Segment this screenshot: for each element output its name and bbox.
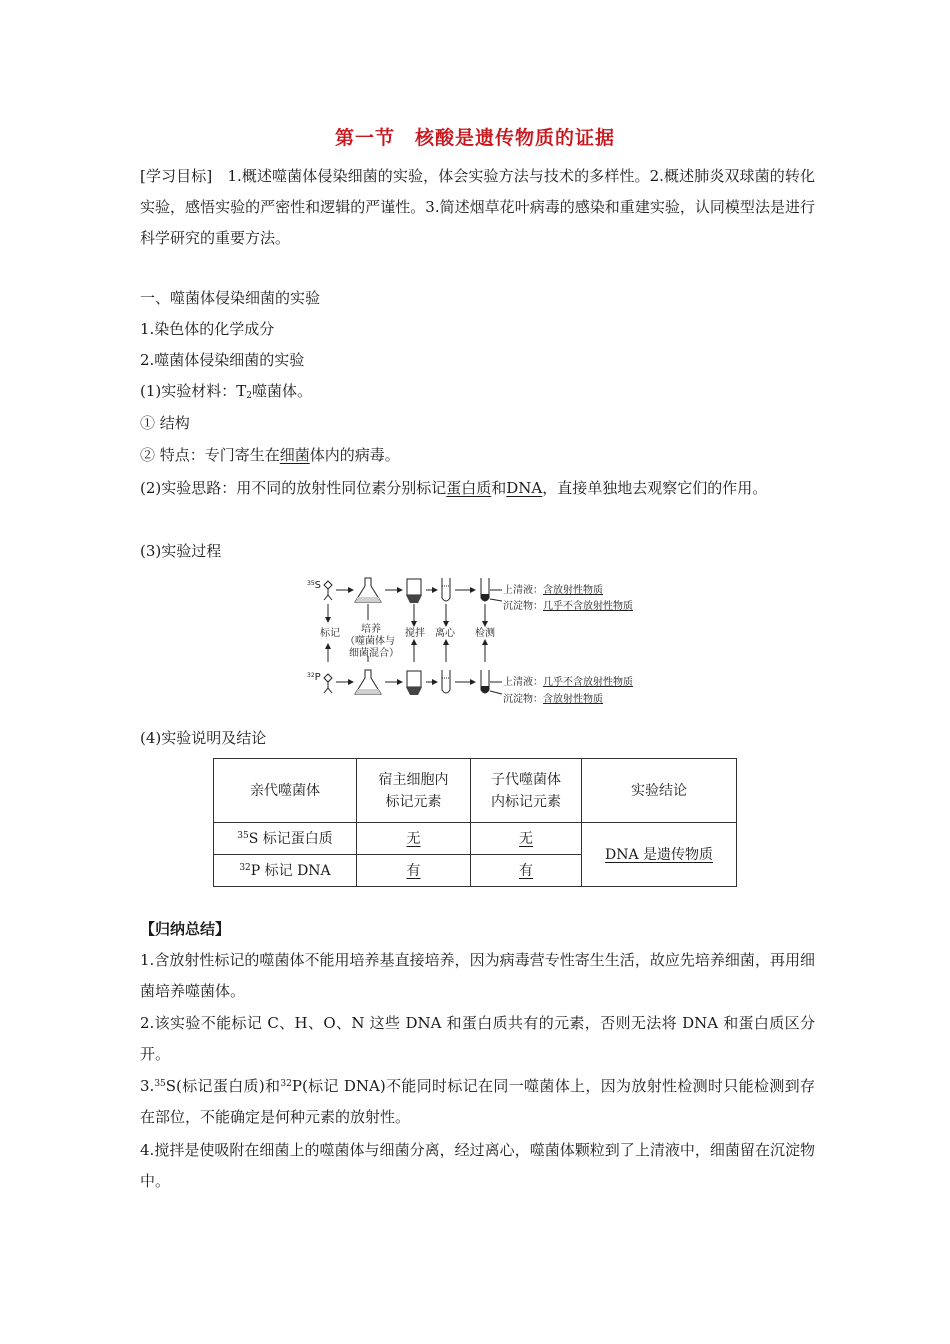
s35-host-value: 无 [406, 830, 421, 847]
summary-heading: 【归纳总结】 [140, 920, 231, 938]
p32-offspring-value: 有 [519, 862, 533, 879]
label-mix-1: （噬菌体与 [345, 636, 395, 647]
feature-text: ② 特点：专门寄生在 [140, 446, 280, 464]
table-header-row [214, 759, 737, 823]
idea-text: (2)实验思路：用不同的放射性同位素分别标记 [140, 479, 447, 497]
table-row [214, 823, 737, 855]
objectives-text: 1.概述噬菌体侵染细菌的实验，体会实验方法与技术的多样性。2.概述肺炎双球菌的转化实验，感悟实验的严密性和逻辑的严谨性。3.简述烟草花叶病毒的感染和重建实验，认同模型法是进行科学研究的重要方法。 [140, 167, 815, 247]
p3-text-a: 3. [140, 1077, 155, 1095]
material-text: (1)实验材料：T [140, 382, 247, 400]
experiment-material [140, 381, 312, 401]
s35-offspring-value: 无 [519, 830, 533, 847]
row-s35-host [357, 823, 471, 855]
p3-sup-35: 35 [154, 1079, 166, 1089]
objectives-label: [学习目标] [140, 167, 213, 185]
p3-text-c: P(标记 DNA)不能同时标记在同一噬菌体上，因为放射性检测时只能检测到存在部位，不能确定是何种元素的放射性。 [140, 1077, 815, 1126]
feature-line [140, 445, 400, 465]
p3-sup-32: 32 [280, 1079, 292, 1089]
header-offspring-marker [471, 759, 582, 823]
structure-line: ① 结构 [140, 414, 190, 432]
experiment-idea [140, 473, 815, 504]
row-p32-host [357, 855, 471, 887]
top-sediment-label: 沉淀物：几乎不含放射性物质 [503, 601, 633, 612]
bottom-phage-icon [324, 674, 332, 693]
header-host-marker [357, 759, 471, 823]
p32-superscript: 32 [239, 862, 251, 873]
conclusion-table [213, 758, 737, 887]
label-mark: 标记 [320, 628, 340, 639]
row-s35-offspring [471, 823, 582, 855]
conclusion-value: DNA 是遗传物质 [604, 846, 714, 863]
material-text-end: 噬菌体。 [252, 382, 313, 400]
bottom-isotope-label: $^{32}$P [307, 672, 321, 683]
bottom-supernatant-label: 上清液：几乎不含放射性物质 [503, 677, 633, 688]
top-flask-icon [355, 578, 381, 602]
label-mix-2: 细菌混合） [349, 648, 399, 659]
top-supernatant-label: 上清液：含放射性物质 [503, 585, 603, 596]
idea-answer-protein: 蛋白质 [446, 479, 492, 497]
header-offspring-line1: 子代噬菌体 [491, 771, 561, 788]
page-title: 第一节 核酸是遗传物质的证据 [334, 127, 615, 149]
header-host-line2: 标记元素 [385, 793, 442, 810]
idea-text-end: ，直接单独地去观察它们的作用。 [542, 479, 768, 497]
bottom-flask-icon [355, 670, 381, 694]
header-offspring-line2: 内标记元素 [491, 793, 561, 810]
material-subscript: 2 [246, 391, 252, 401]
learning-objectives [140, 161, 815, 254]
summary-point-1: 1.含放射性标记的噬菌体不能用培养基直接培养，因为病毒营专性寄生生活，故应先培养细菌，再用细菌培养噬菌体。 [140, 951, 815, 1000]
process-heading: (3)实验过程 [140, 542, 222, 560]
bottom-centrifuge-tube-icon [442, 670, 450, 693]
s35-label-text: S 标记蛋白质 [248, 830, 333, 847]
row-s35-label [214, 823, 357, 855]
label-culture: 培养 [361, 624, 381, 635]
top-centrifuge-tube-icon [442, 578, 450, 601]
idea-answer-dna: DNA [506, 479, 543, 497]
summary-point-3 [140, 1071, 815, 1133]
row-conclusion [582, 823, 737, 887]
top-isotope-label: $^{35}$S [307, 580, 321, 591]
label-centrifuge: 离心 [435, 628, 455, 639]
top-result-tube-icon [481, 578, 489, 601]
top-blender-icon [406, 579, 422, 603]
conclusion-heading: (4)实验说明及结论 [140, 729, 267, 747]
p32-label-text: P 标记 DNA [250, 862, 331, 879]
label-stir: 搅拌 [405, 628, 425, 639]
row-p32-label [214, 855, 357, 887]
label-detect: 检测 [475, 628, 495, 639]
p32-host-value: 有 [406, 862, 421, 879]
idea-and: 和 [491, 479, 507, 497]
header-conclusion: 实验结论 [582, 759, 737, 823]
p3-text-b: S(标记蛋白质)和 [165, 1077, 281, 1095]
header-host-line1: 宿主细胞内 [378, 771, 449, 788]
s35-superscript: 35 [237, 830, 249, 841]
feature-text-end: 体内的病毒。 [309, 446, 400, 464]
header-parent-phage: 亲代噬菌体 [214, 759, 357, 823]
feature-answer: 细菌 [279, 446, 310, 464]
summary-point-2: 2.该实验不能标记 C、H、O、N 这些 DNA 和蛋白质共有的元素，否则无法将 DNA 和蛋白质区分开。 [140, 1014, 815, 1063]
item-chromosome-composition: 1.染色体的化学成分 [140, 320, 275, 338]
item-phage-experiment: 2.噬菌体侵染细菌的实验 [140, 351, 305, 369]
row-p32-offspring [471, 855, 582, 887]
summary-point-4: 4.搅拌是使吸附在细菌上的噬菌体与细菌分离，经过离心，噬菌体颗粒到了上清液中，细菌留在沉淀物中。 [140, 1141, 815, 1190]
experiment-process-diagram [305, 576, 645, 710]
bottom-blender-icon [406, 671, 422, 695]
section-heading: 一、噬菌体侵染细菌的实验 [140, 289, 321, 307]
top-phage-icon [324, 581, 332, 600]
bottom-sediment-label: 沉淀物：含放射性物质 [503, 694, 603, 705]
bottom-result-tube-icon [481, 670, 489, 693]
